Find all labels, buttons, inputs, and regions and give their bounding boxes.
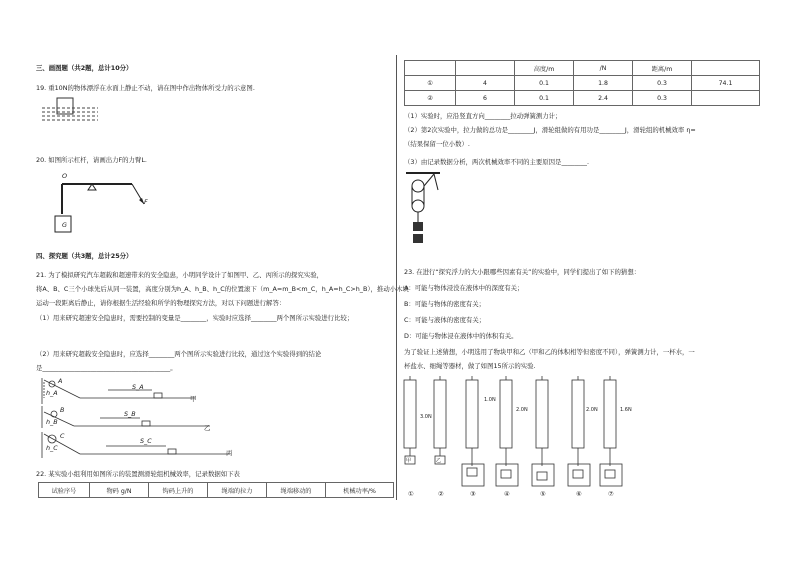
- lever-label-g: G: [62, 221, 67, 229]
- scale-reading-7: 1.6N: [620, 407, 632, 413]
- q21-line-4: （1）用来研究超速安全隐患时，需要控制的变量是________，实验时应选择________两个图所示实验进行比较；: [36, 314, 354, 322]
- floating-block-figure: [40, 96, 100, 128]
- q21-line-1: 21. 为了模拟研究汽车超载和超速带来的安全隐患，小明同学设计了如图甲、乙、丙所示的探究实验，: [36, 271, 323, 279]
- q23-line-5: D：可能与物体浸在液体中的体积有关。: [404, 332, 518, 340]
- table-cell: [456, 61, 515, 76]
- q21-line-3: 运动一段距离后静止，请你根据生活经验和所学的物理探究方法，对以下问题进行解答：: [36, 299, 286, 307]
- table-cell: 1.8: [574, 76, 633, 91]
- scale-reading-6: 2.0N: [586, 407, 598, 413]
- table-cell: 74.1: [692, 76, 760, 91]
- table-cell: ①: [405, 76, 456, 91]
- table-cell: 距离/m: [633, 61, 692, 76]
- table-row: [405, 76, 760, 91]
- lever-label-o: O: [62, 172, 68, 180]
- q23-line-1: 23. 在进行“探究浮力的大小跟哪些因素有关”的实验中，同学们提出了如下的猜想：: [404, 268, 641, 276]
- header-cell: 绳端移动的: [267, 483, 326, 498]
- ramp-tag-c: 丙: [226, 449, 233, 457]
- scale-label-3: ③: [470, 490, 476, 498]
- scale-obj-2: 乙: [436, 458, 442, 464]
- ramp-h-c: h_C: [46, 444, 58, 452]
- scale-label-2: ②: [438, 490, 444, 498]
- scale-label-7: ⑦: [608, 490, 614, 498]
- ramp-s-b: S_B: [124, 410, 136, 418]
- q23-line-7: 杯盐水、细绳等器材，做了如图15所示的实验.: [404, 362, 536, 370]
- q22-header-table: [38, 482, 394, 498]
- q22-part-3: （3）由记录数据分析，两次机械效率不同的主要原因是________.: [404, 158, 590, 166]
- table-cell: 4: [456, 76, 515, 91]
- scale-label-6: ⑥: [576, 490, 582, 498]
- scale-reading-4: 2.0N: [516, 407, 528, 413]
- table-cell: [405, 61, 456, 76]
- question-22: 22. 某实验小组利用如图所示的装置测滑轮组机械效率，记录数据如下表: [36, 470, 240, 478]
- scale-reading-2: 3.0N: [420, 414, 432, 420]
- ramp-ball-b: B: [60, 406, 65, 414]
- table-row: [405, 61, 760, 76]
- header-cell: 物码 g/N: [90, 483, 149, 498]
- ramp-h-b: h_B: [46, 418, 58, 426]
- table-cell: [692, 91, 760, 106]
- scale-obj-1: 甲: [406, 458, 412, 464]
- question-20: 20. 如图所示杠杆，请画出力F的力臂L.: [36, 156, 147, 164]
- q22-part-2: （2）第2次实验中，拉力做的总功是________J，滑轮组做的有用功是________J，滑轮组的机械效率 η=: [404, 126, 696, 134]
- table-row: [405, 91, 760, 106]
- q22-part-1: （1）实验时，应沿竖直方向________拉动弹簧测力计；: [404, 112, 562, 120]
- ramp-ball-a: A: [58, 377, 63, 385]
- q22-part-2b: （结果保留一位小数）.: [404, 140, 470, 148]
- spring-scales-figure: [396, 374, 626, 500]
- ramp-tag-b: 乙: [204, 424, 211, 432]
- lever-label-f: F: [144, 198, 148, 206]
- q21-line-6: 是________________________________________。: [36, 364, 177, 372]
- q21-line-2: 将A、B、C三个小球先后从同一装置，高度分别为h_A、h_B、h_C的位置滚下（m_A=m_B<m_C，h_A=h_C>h_B），推动小木块: [36, 285, 409, 293]
- scale-reading-3: 1.0N: [484, 397, 496, 403]
- table-cell: 高度/m: [515, 61, 574, 76]
- header-cell: 钩码上升的: [149, 483, 208, 498]
- pulley-figure: [404, 170, 444, 256]
- table-cell: 6: [456, 91, 515, 106]
- ramp-ball-c: C: [60, 432, 65, 440]
- q21-line-5: （2）用来研究超载安全隐患时，应选择________两个图所示实验进行比较，通过这个实验得到的结论: [36, 350, 322, 358]
- q23-line-6: 为了验证上述猜想，小明选用了物块甲和乙（甲和乙的体积相等但密度不同），弹簧测力计，一杯水，一: [404, 348, 695, 356]
- ramp-s-a: S_A: [132, 383, 144, 391]
- table-cell: ②: [405, 91, 456, 106]
- header-cell: 试验序号: [39, 483, 90, 498]
- q23-line-3: B：可能与物体的密度有关；: [404, 300, 486, 308]
- ramp-tag-a: 甲: [190, 395, 197, 403]
- table-cell: 0.3: [633, 76, 692, 91]
- scale-label-1: ①: [408, 490, 414, 498]
- table-cell: 2.4: [574, 91, 633, 106]
- q23-line-4: C：可能与液体的密度有关；: [404, 316, 486, 324]
- section4-heading: 四、探究题（共3题，总计25分）: [36, 252, 133, 260]
- table-cell: [692, 61, 760, 76]
- header-cell: 绳端的拉力: [208, 483, 267, 498]
- question-19: 19. 重10N的物体漂浮在水面上静止不动，请在图中作出物体所受力的示意图.: [36, 84, 255, 92]
- q22-data-table: [404, 60, 760, 106]
- table-cell: 0.3: [633, 91, 692, 106]
- ramp-h-a: h_A: [46, 389, 58, 397]
- ramp-s-c: S_C: [140, 437, 152, 445]
- table-cell: /N: [574, 61, 633, 76]
- table-cell: 0.1: [515, 76, 574, 91]
- table-cell: 0.1: [515, 91, 574, 106]
- scale-label-5: ⑤: [540, 490, 546, 498]
- section3-heading: 三、画图题（共2题，总计10分）: [36, 64, 133, 72]
- header-cell: 机械功率/%: [326, 483, 394, 498]
- scale-label-4: ④: [504, 490, 510, 498]
- q23-line-2: A：可能与物体浸没在液体中的深度有关；: [404, 284, 524, 292]
